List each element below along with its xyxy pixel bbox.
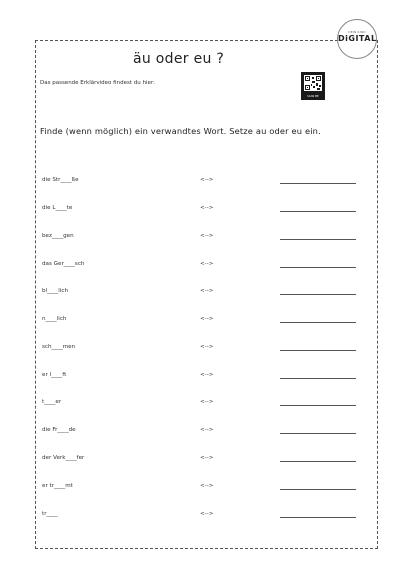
answer-line[interactable] [280, 350, 356, 351]
relation-arrow: <--> [200, 177, 214, 183]
answer-line[interactable] [280, 322, 356, 323]
exercise-row [40, 316, 370, 328]
relation-arrow: <--> [200, 511, 214, 517]
exercise-row [40, 205, 370, 217]
answer-line[interactable] [280, 517, 356, 518]
exercise-word: er l____ft [42, 372, 67, 378]
exercise-row [40, 427, 370, 439]
answer-line[interactable] [280, 267, 356, 268]
exercise-row [40, 455, 370, 467]
relation-arrow: <--> [200, 483, 214, 489]
exercise-word: sch____men [42, 344, 76, 350]
exercise-word: das Ger____sch [42, 261, 85, 267]
exercise-word: bl____lich [42, 288, 69, 294]
relation-arrow: <--> [200, 316, 214, 322]
exercise-row [40, 261, 370, 273]
exercise-word: die Str____ße [42, 177, 79, 183]
exercise-word: n____lich [42, 316, 67, 322]
exercise-word: er tr____mt [42, 483, 73, 489]
exercise-word: tr____ [42, 511, 58, 517]
exercise-row [40, 483, 370, 495]
exercise-row [40, 399, 370, 411]
relation-arrow: <--> [200, 233, 214, 239]
relation-arrow: <--> [200, 261, 214, 267]
answer-line[interactable] [280, 461, 356, 462]
relation-arrow: <--> [200, 427, 214, 433]
answer-line[interactable] [280, 405, 356, 406]
exercise-row [40, 372, 370, 384]
exercise-word: die Fr____de [42, 427, 76, 433]
answer-line[interactable] [280, 211, 356, 212]
relation-arrow: <--> [200, 455, 214, 461]
exercise-word: t____er [42, 399, 62, 405]
answer-line[interactable] [280, 183, 356, 184]
answer-line[interactable] [280, 239, 356, 240]
page-title: äu oder eu ? [133, 51, 225, 67]
exercise-word: bez____gen [42, 233, 74, 239]
relation-arrow: <--> [200, 372, 214, 378]
exercise-row [40, 233, 370, 245]
exercise-word: die L____te [42, 205, 73, 211]
answer-line[interactable] [280, 294, 356, 295]
relation-arrow: <--> [200, 205, 214, 211]
video-hint-text: Das passende Erklärvideo findest du hier: [40, 80, 155, 86]
exercise-row [40, 288, 370, 300]
qr-code-label: SCAN ME [307, 95, 319, 98]
relation-arrow: <--> [200, 288, 214, 294]
answer-line[interactable] [280, 489, 356, 490]
brand-logo [337, 19, 377, 59]
relation-arrow: <--> [200, 344, 214, 350]
exercise-word: der Verk____fer [42, 455, 85, 461]
exercise-row [40, 511, 370, 523]
exercise-row [40, 177, 370, 189]
instruction-text: Finde (wenn möglich) ein verwandtes Wort. Setze au oder eu ein. [40, 126, 321, 136]
brand-logo-tagline: DEIN KIND [348, 30, 366, 34]
exercise-row [40, 344, 370, 356]
answer-line[interactable] [280, 433, 356, 434]
brand-logo-name: DiGITAL [338, 34, 377, 43]
relation-arrow: <--> [200, 399, 214, 405]
answer-line[interactable] [280, 378, 356, 379]
